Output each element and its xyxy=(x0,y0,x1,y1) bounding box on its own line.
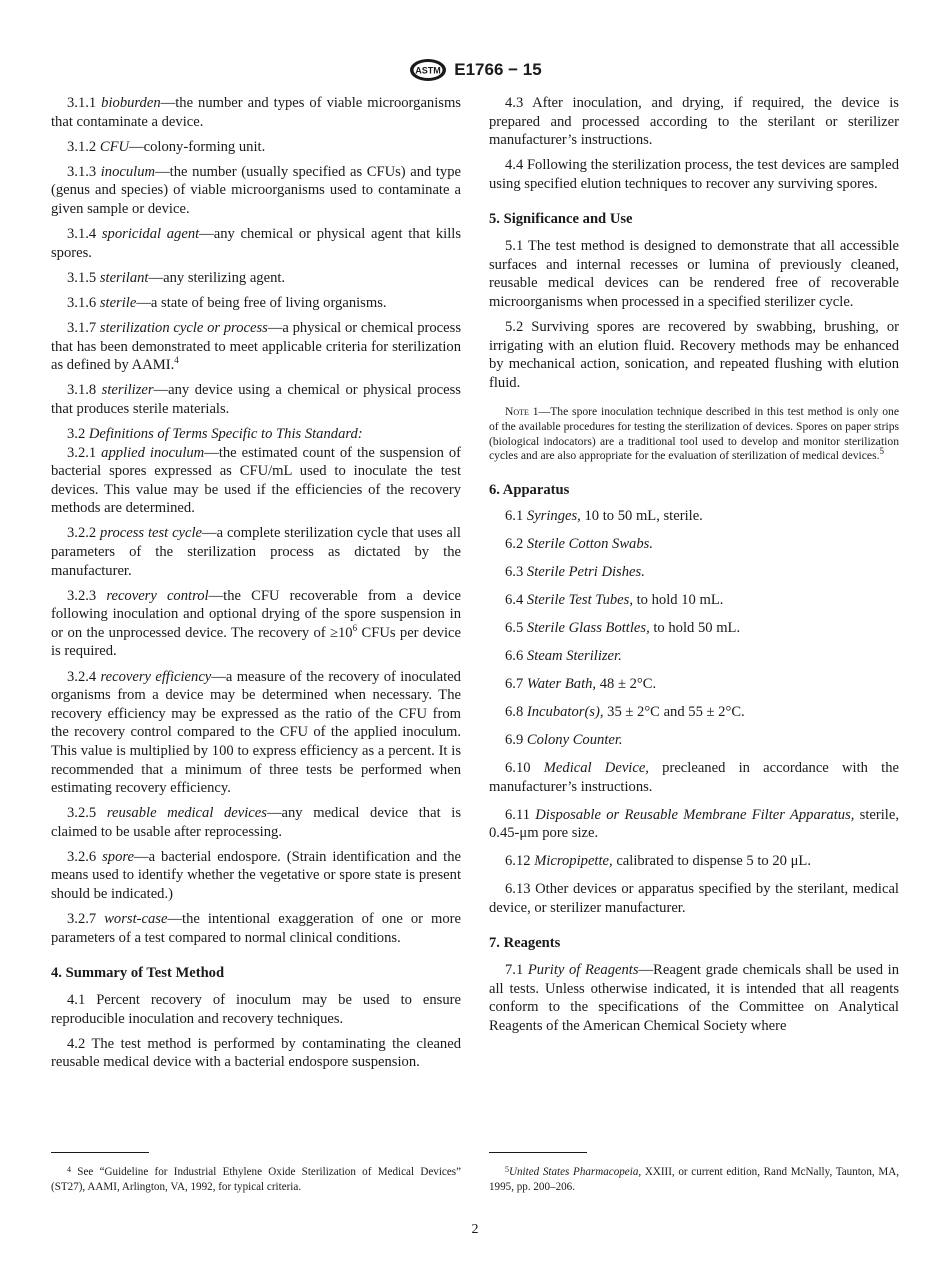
section-6-title: 6. Apparatus xyxy=(489,481,570,498)
def-3-1-5: 3.1.5 sterilant—any sterilizing agent. xyxy=(67,269,286,286)
para-4-1: 4.1 Percent recovery of inoculum may be used to ensure reproducible inoculation and recovery techniques. xyxy=(51,991,461,1027)
left-column xyxy=(51,94,461,1078)
exponent: 6 xyxy=(352,622,358,633)
section-7-title: 7. Reagents xyxy=(489,935,561,952)
def-3-1-8: 3.1.8 sterilizer—any device using a chemical or physical process that produces sterile materials. xyxy=(51,382,461,417)
apparatus-6-11: 6.11 Disposable or Reusable Membrane Filter Apparatus, sterile, 0.45-μm pore size. xyxy=(489,806,899,842)
footnote-divider xyxy=(489,1152,587,1153)
def-3-1-1: 3.1.1 bioburden—the number and types of viable microorganisms that contaminate a device. xyxy=(51,95,461,130)
def-3-2-2: 3.2.2 process test cycle—a complete sterilization cycle that uses all parameters of the sterilization process as dictated by the manufacturer. xyxy=(51,525,461,579)
def-3-2-6: 3.2.6 spore—a bacterial endospore. (Strain identification and the means used to identify whether the vegetative or spore state is present should be indicated.) xyxy=(51,848,461,903)
apparatus-6-5: 6.5 Sterile Glass Bottles, to hold 50 mL. xyxy=(505,620,741,637)
def-3-2-3: 3.2.3 recovery control—the CFU recoverable from a device following inoculation and optional drying of the spore suspension in or on the unprocessed device. The recovery of $\ge 10^6$ CFUs per device is required. xyxy=(51,587,461,660)
subsection-3-2: 3.2 Definitions of Terms Specific to This Standard: xyxy=(67,425,363,442)
apparatus-6-9: 6.9 Colony Counter. xyxy=(505,732,623,749)
apparatus-6-3: 6.3 Sterile Petri Dishes. xyxy=(505,564,645,581)
def-3-2-1: 3.2.1 applied inoculum—the estimated count of the suspension of bacterial spores expressed as CFU/mL used to inoculate the test devices. This value may be used if the efficiencies of the recovery methods are determined. xyxy=(51,444,461,517)
note-1: Note 1—The spore inoculation technique described in this test method is only one of the available procedures for testing the sterilization of devices. Spores on paper strips (biological indocators) are a traditional tool used to develop and monitor sterilization cycles and are also appropriate for the evaluation of sterilization of medical devices.$^5$ xyxy=(489,405,899,463)
def-3-1-6: 3.1.6 sterile—a state of being free of living organisms. xyxy=(67,294,387,311)
apparatus-6-12: 6.12 Micropipette, calibrated to dispense 5 to 20 μL. xyxy=(505,853,811,870)
def-3-1-2: 3.1.2 CFU—colony-forming unit. xyxy=(67,138,266,155)
para-4-4: 4.4 Following the sterilization process, the test devices are sampled using specified elution techniques to recover any surviving spores. xyxy=(489,157,899,192)
apparatus-6-6: 6.6 Steam Sterilizer. xyxy=(505,648,622,665)
right-column xyxy=(489,94,899,1042)
para-4-2: 4.2 The test method is performed by contaminating the cleaned reusable medical device with a bacterial endospore suspension. xyxy=(51,1035,461,1071)
apparatus-6-1: 6.1 Syringes, 10 to 50 mL, sterile. xyxy=(505,508,703,525)
para-7-1: 7.1 Purity of Reagents—Reagent grade chemicals shall be used in all tests. Unless otherwise indicated, it is intended that all reagents conform to the specifications of the Committee on Analytical Reagents of the American Chemical Society where xyxy=(489,962,899,1034)
footnote-ref-4: 4 xyxy=(174,355,179,366)
footnote-ref-5: 5 xyxy=(879,446,884,457)
def-3-1-3: 3.1.3 inoculum—the number (usually specified as CFUs) and type (genus and species) of viable microorganisms used to contaminate a given sample or device. xyxy=(51,163,461,217)
footnote-5: $^5$United States Pharmacopeia, XXIII, or current edition, Rand McNally, Taunton, MA, 1995, pp. 200–206. xyxy=(489,1165,900,1193)
apparatus-6-7: 6.7 Water Bath, 48 ± 2°C. xyxy=(505,676,657,693)
page-header xyxy=(0,56,950,84)
footnote-divider xyxy=(51,1152,149,1153)
para-4-3: 4.3 After inoculation, and drying, if required, the device is prepared and processed according to the sterilant or sterilizer manufacturer’s instructions. xyxy=(489,95,899,149)
def-3-1-7: 3.1.7 sterilization cycle or process—a physical or chemical process that has been demonstrated to meet applicable criteria for sterilization as defined by AAMI.$^4$ xyxy=(51,319,461,374)
astm-logo-text: ASTM xyxy=(415,65,442,76)
def-3-2-4: 3.2.4 recovery efficiency—a measure of the recovery of inoculated organisms from a device may be determined when necessary. The recovery efficiency may be expressed as the ratio of the CFU from the recovery control compared to the CFU of the applied inoculum. This value is multiplied by 100 to express efficiency as a percent. It is recommended that a minimum of three tests be performed when estimating recovery efficiency. xyxy=(51,668,461,797)
def-3-2-5: 3.2.5 reusable medical devices—any medical device that is claimed to be usable after reprocessing. xyxy=(51,805,461,840)
apparatus-6-13: 6.13 Other devices or apparatus specified by the sterilant, medical device, or sterilizer manufacturer. xyxy=(489,881,899,916)
footnote-4: $^4$ See “Guideline for Industrial Ethylene Oxide Sterilization of Medical Devices” (ST27), AAMI, Arlington, VA, 1992, for typical criteria. xyxy=(51,1165,461,1193)
page-number: 2 xyxy=(471,1222,479,1237)
para-5-2: 5.2 Surviving spores are recovered by swabbing, brushing, or irrigating with an elution fluid. Recovery methods may be enhanced by mechanical action, sonication, and repeated flushing with elution fluid. xyxy=(489,318,899,391)
section-4-title: 4. Summary of Test Method xyxy=(51,965,225,982)
apparatus-6-4: 6.4 Sterile Test Tubes, to hold 10 mL. xyxy=(505,592,724,609)
astm-logo-icon xyxy=(408,58,448,82)
standard-designation: E1766 − 15 xyxy=(454,60,542,79)
apparatus-6-8: 6.8 Incubator(s), 35 ± 2°C and 55 ± 2°C. xyxy=(505,704,745,721)
apparatus-6-10: 6.10 Medical Device, precleaned in accordance with the manufacturer’s instructions. xyxy=(489,760,899,795)
apparatus-6-2: 6.2 Sterile Cotton Swabs. xyxy=(505,536,653,553)
para-5-1: 5.1 The test method is designed to demonstrate that all accessible surfaces and internal recesses or lumina of previously cleaned, reusable medical devices can be rendered free of recoverable microorganisms when processed in a specified sterilizer cycle. xyxy=(489,238,899,310)
def-3-2-7: 3.2.7 worst-case—the intentional exaggeration of one or more parameters of a test compared to normal clinical conditions. xyxy=(51,911,461,946)
section-5-title: 5. Significance and Use xyxy=(489,211,633,228)
def-3-1-4: 3.1.4 sporicidal agent—any chemical or physical agent that kills spores. xyxy=(51,226,461,261)
